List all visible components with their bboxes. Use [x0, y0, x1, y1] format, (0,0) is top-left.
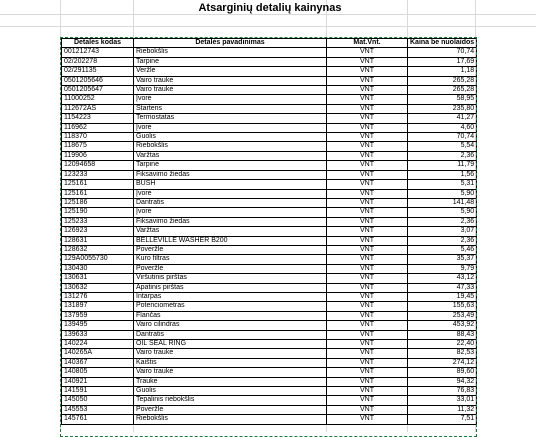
- cell-unit[interactable]: VNT: [327, 86, 408, 95]
- table-row: [62, 387, 477, 396]
- cell-name[interactable]: Riebokšlis: [134, 48, 327, 57]
- table-row: [62, 292, 477, 301]
- cell-code[interactable]: 128631: [62, 236, 134, 245]
- cell-unit[interactable]: VNT: [327, 405, 408, 414]
- cell-price[interactable]: 2,36: [408, 217, 477, 226]
- cell-price[interactable]: 2,36: [408, 151, 477, 160]
- table-row: [62, 283, 477, 292]
- table-row: [62, 349, 477, 358]
- cell-name[interactable]: BELLEVILLE WASHER B200: [134, 236, 327, 245]
- cell-price[interactable]: 9,79: [408, 264, 477, 273]
- cell-unit[interactable]: VNT: [327, 180, 408, 189]
- cell-unit[interactable]: VNT: [327, 340, 408, 349]
- cell-name[interactable]: Vairo traukė: [134, 76, 327, 85]
- cell-unit[interactable]: VNT: [327, 321, 408, 330]
- cell-name[interactable]: Įvorė: [134, 208, 327, 217]
- table-row: [62, 321, 477, 330]
- cell-code[interactable]: 140805: [62, 368, 134, 377]
- cell-price[interactable]: 76,83: [408, 387, 477, 396]
- cell-unit[interactable]: VNT: [327, 161, 408, 170]
- cell-unit[interactable]: VNT: [327, 236, 408, 245]
- cell-name[interactable]: Kaištis: [134, 358, 327, 367]
- cell-price[interactable]: 88,43: [408, 330, 477, 339]
- cell-code[interactable]: 128632: [62, 245, 134, 254]
- cell-name[interactable]: Guolis: [134, 133, 327, 142]
- table-row: [62, 142, 477, 151]
- table-row: [62, 405, 477, 414]
- cell-code[interactable]: 145761: [62, 415, 134, 424]
- cell-price[interactable]: 70,74: [408, 48, 477, 57]
- cell-name[interactable]: Įvorė: [134, 189, 327, 198]
- cell-name[interactable]: Tarpinė: [134, 57, 327, 66]
- cell-name[interactable]: Varžtas: [134, 151, 327, 160]
- cell-price[interactable]: 3,07: [408, 227, 477, 236]
- cell-name[interactable]: Riebokšlis: [134, 415, 327, 424]
- table-row: [62, 245, 477, 254]
- cell-price[interactable]: 5,90: [408, 208, 477, 217]
- cell-name[interactable]: Termostatas: [134, 114, 327, 123]
- cell-unit[interactable]: VNT: [327, 114, 408, 123]
- table-row: [62, 151, 477, 160]
- column-header-price[interactable]: Kaina be nuolaidos: [408, 39, 477, 48]
- cell-code[interactable]: 11000252: [62, 95, 134, 104]
- table-row: [62, 264, 477, 273]
- table-row: [62, 133, 477, 142]
- cell-code[interactable]: 118370: [62, 133, 134, 142]
- column-header-name[interactable]: Detalės pavadinimas: [134, 39, 327, 48]
- table-row: [62, 358, 477, 367]
- cell-name[interactable]: Potenciometras: [134, 302, 327, 311]
- cell-price[interactable]: 11,32: [408, 405, 477, 414]
- cell-code[interactable]: 145050: [62, 396, 134, 405]
- cell-price[interactable]: 5,46: [408, 245, 477, 254]
- cell-code[interactable]: 131276: [62, 292, 134, 301]
- price-table: [61, 38, 477, 425]
- cell-price[interactable]: 1,18: [408, 67, 477, 76]
- table-row: [62, 311, 477, 320]
- cell-price[interactable]: 155,63: [408, 302, 477, 311]
- cell-name[interactable]: Dantratis: [134, 330, 327, 339]
- cell-unit[interactable]: VNT: [327, 170, 408, 179]
- table-row: [62, 227, 477, 236]
- cell-price[interactable]: 253,49: [408, 311, 477, 320]
- cell-code[interactable]: 125186: [62, 198, 134, 207]
- cell-unit[interactable]: VNT: [327, 104, 408, 113]
- cell-unit[interactable]: VNT: [327, 264, 408, 273]
- cell-unit[interactable]: VNT: [327, 227, 408, 236]
- cell-name[interactable]: Tepalinis riebokšlis: [134, 396, 327, 405]
- table-row: [62, 86, 477, 95]
- cell-name[interactable]: Intarpas: [134, 292, 327, 301]
- cell-code[interactable]: 130430: [62, 264, 134, 273]
- cell-unit[interactable]: VNT: [327, 415, 408, 424]
- cell-price[interactable]: 5,90: [408, 189, 477, 198]
- cell-price[interactable]: 453,92: [408, 321, 477, 330]
- cell-price[interactable]: 47,33: [408, 283, 477, 292]
- cell-code[interactable]: 0501205646: [62, 76, 134, 85]
- cell-name[interactable]: Veržlė: [134, 67, 327, 76]
- cell-price[interactable]: 1,56: [408, 170, 477, 179]
- cell-unit[interactable]: VNT: [327, 198, 408, 207]
- cell-name[interactable]: Fiksavimo žiedas: [134, 170, 327, 179]
- cell-code[interactable]: 1154223: [62, 114, 134, 123]
- cell-unit[interactable]: VNT: [327, 208, 408, 217]
- table-row: [62, 217, 477, 226]
- table-row: [62, 170, 477, 179]
- cell-code[interactable]: 001212743: [62, 48, 134, 57]
- cell-name[interactable]: Poveržlė: [134, 405, 327, 414]
- cell-name[interactable]: Vairo traukė: [134, 349, 327, 358]
- cell-code[interactable]: 126923: [62, 227, 134, 236]
- cell-unit[interactable]: VNT: [327, 151, 408, 160]
- cell-code[interactable]: 12094658: [62, 161, 134, 170]
- cell-unit[interactable]: VNT: [327, 274, 408, 283]
- cell-code[interactable]: 140265A: [62, 349, 134, 358]
- cell-price[interactable]: 265,28: [408, 86, 477, 95]
- cell-code[interactable]: 125161: [62, 189, 134, 198]
- cell-unit[interactable]: VNT: [327, 142, 408, 151]
- table-row: [62, 104, 477, 113]
- cell-name[interactable]: Traukė: [134, 377, 327, 386]
- table-row: [62, 114, 477, 123]
- cell-unit[interactable]: VNT: [327, 368, 408, 377]
- table-row: [62, 302, 477, 311]
- cell-name[interactable]: Apatinis pirštas: [134, 283, 327, 292]
- cell-code[interactable]: 130631: [62, 274, 134, 283]
- cell-price[interactable]: 4,60: [408, 123, 477, 132]
- cell-price[interactable]: 5,31: [408, 180, 477, 189]
- cell-price[interactable]: 265,28: [408, 76, 477, 85]
- cell-unit[interactable]: VNT: [327, 123, 408, 132]
- cell-code[interactable]: 140921: [62, 377, 134, 386]
- cell-price[interactable]: 2,36: [408, 236, 477, 245]
- cell-price[interactable]: 33,01: [408, 396, 477, 405]
- cell-unit[interactable]: VNT: [327, 358, 408, 367]
- cell-unit[interactable]: VNT: [327, 311, 408, 320]
- cell-name[interactable]: Flančas: [134, 311, 327, 320]
- cell-name[interactable]: Vairo cilindras: [134, 321, 327, 330]
- table-row: [62, 95, 477, 104]
- cell-code[interactable]: 129A0055730: [62, 255, 134, 264]
- page-title: Atsarginių detalių kainynas: [198, 2, 342, 14]
- table-row: [62, 76, 477, 85]
- cell-price[interactable]: 22,40: [408, 340, 477, 349]
- cell-code[interactable]: 131897: [62, 302, 134, 311]
- cell-price[interactable]: 141,48: [408, 198, 477, 207]
- table-row: [62, 189, 477, 198]
- cell-unit[interactable]: VNT: [327, 349, 408, 358]
- cell-code[interactable]: 112672AS: [62, 104, 134, 113]
- header-row: [62, 39, 477, 48]
- cell-price[interactable]: 43,12: [408, 274, 477, 283]
- table-row: [62, 67, 477, 76]
- cell-code[interactable]: 141591: [62, 387, 134, 396]
- cell-unit[interactable]: VNT: [327, 67, 408, 76]
- cell-price[interactable]: 19,45: [408, 292, 477, 301]
- cell-unit[interactable]: VNT: [327, 95, 408, 104]
- cell-name[interactable]: Riebokšlis: [134, 142, 327, 151]
- cell-name[interactable]: Poveržlė: [134, 245, 327, 254]
- column-header-unit[interactable]: Mat.Vnt.: [327, 39, 408, 48]
- cell-code[interactable]: 139495: [62, 321, 134, 330]
- cell-code[interactable]: 02/291135: [62, 67, 134, 76]
- cell-price[interactable]: 58,95: [408, 95, 477, 104]
- cell-price[interactable]: 17,69: [408, 57, 477, 66]
- cell-name[interactable]: Tarpinė: [134, 161, 327, 170]
- cell-code[interactable]: 145553: [62, 405, 134, 414]
- cell-unit[interactable]: VNT: [327, 255, 408, 264]
- cell-code[interactable]: 139633: [62, 330, 134, 339]
- table-row: [62, 340, 477, 349]
- cell-code[interactable]: 130632: [62, 283, 134, 292]
- cell-code[interactable]: 0501205647: [62, 86, 134, 95]
- cell-code[interactable]: 137959: [62, 311, 134, 320]
- cell-unit[interactable]: VNT: [327, 48, 408, 57]
- cell-price[interactable]: 94,32: [408, 377, 477, 386]
- cell-unit[interactable]: VNT: [327, 217, 408, 226]
- cell-name[interactable]: OIL SEAL RING: [134, 340, 327, 349]
- cell-price[interactable]: 7,51: [408, 415, 477, 424]
- cell-name[interactable]: Vairo traukė: [134, 368, 327, 377]
- table-row: [62, 396, 477, 405]
- cell-code[interactable]: 116962: [62, 123, 134, 132]
- cell-unit[interactable]: VNT: [327, 283, 408, 292]
- cell-name[interactable]: Starteris: [134, 104, 327, 113]
- cell-code[interactable]: 140367: [62, 358, 134, 367]
- cell-unit[interactable]: VNT: [327, 387, 408, 396]
- cell-code[interactable]: 125161: [62, 180, 134, 189]
- cell-unit[interactable]: VNT: [327, 396, 408, 405]
- cell-name[interactable]: Vairo traukė: [134, 86, 327, 95]
- column-header-code[interactable]: Detalės kodas: [62, 39, 134, 48]
- table-row: [62, 330, 477, 339]
- table-row: [62, 180, 477, 189]
- cell-name[interactable]: Varžtas: [134, 227, 327, 236]
- cell-unit[interactable]: VNT: [327, 57, 408, 66]
- cell-code[interactable]: 125233: [62, 217, 134, 226]
- cell-price[interactable]: 35,37: [408, 255, 477, 264]
- table-row: [62, 236, 477, 245]
- cell-unit[interactable]: VNT: [327, 76, 408, 85]
- cell-name[interactable]: Poveržlė: [134, 264, 327, 273]
- table-row: [62, 198, 477, 207]
- table-row: [62, 123, 477, 132]
- table-row: [62, 161, 477, 170]
- table-row: [62, 415, 477, 424]
- table-row: [62, 274, 477, 283]
- table-row: [62, 377, 477, 386]
- cell-name[interactable]: BUSH: [134, 180, 327, 189]
- cell-price[interactable]: 89,60: [408, 368, 477, 377]
- cell-name[interactable]: Fiksavimo žiedas: [134, 217, 327, 226]
- cell-code[interactable]: 119906: [62, 151, 134, 160]
- cell-unit[interactable]: VNT: [327, 377, 408, 386]
- cell-unit[interactable]: VNT: [327, 189, 408, 198]
- cell-unit[interactable]: VNT: [327, 133, 408, 142]
- table-row: [62, 48, 477, 57]
- cell-name[interactable]: Viršutinis pirštas: [134, 274, 327, 283]
- table-row: [62, 208, 477, 217]
- table-row: [62, 255, 477, 264]
- cell-code[interactable]: 118675: [62, 142, 134, 151]
- cell-code[interactable]: 123233: [62, 170, 134, 179]
- cell-price[interactable]: 41,27: [408, 114, 477, 123]
- cell-price[interactable]: 274,12: [408, 358, 477, 367]
- cell-code[interactable]: 140224: [62, 340, 134, 349]
- cell-code[interactable]: 02/202278: [62, 57, 134, 66]
- table-row: [62, 368, 477, 377]
- cell-name[interactable]: Įvorė: [134, 123, 327, 132]
- cell-unit[interactable]: VNT: [327, 330, 408, 339]
- cell-unit[interactable]: VNT: [327, 245, 408, 254]
- cell-name[interactable]: Guolis: [134, 387, 327, 396]
- cell-name[interactable]: Kuro filtras: [134, 255, 327, 264]
- cell-code[interactable]: 125190: [62, 208, 134, 217]
- cell-name[interactable]: Dantratis: [134, 198, 327, 207]
- cell-unit[interactable]: VNT: [327, 302, 408, 311]
- grid-line: [0, 26, 536, 27]
- cell-price[interactable]: 70,74: [408, 133, 477, 142]
- cell-price[interactable]: 235,80: [408, 104, 477, 113]
- cell-name[interactable]: Įvorė: [134, 95, 327, 104]
- table-row: [62, 57, 477, 66]
- cell-price[interactable]: 11,79: [408, 161, 477, 170]
- cell-price[interactable]: 5,54: [408, 142, 477, 151]
- cell-unit[interactable]: VNT: [327, 292, 408, 301]
- grid-line: [0, 14, 536, 15]
- cell-price[interactable]: 82,53: [408, 349, 477, 358]
